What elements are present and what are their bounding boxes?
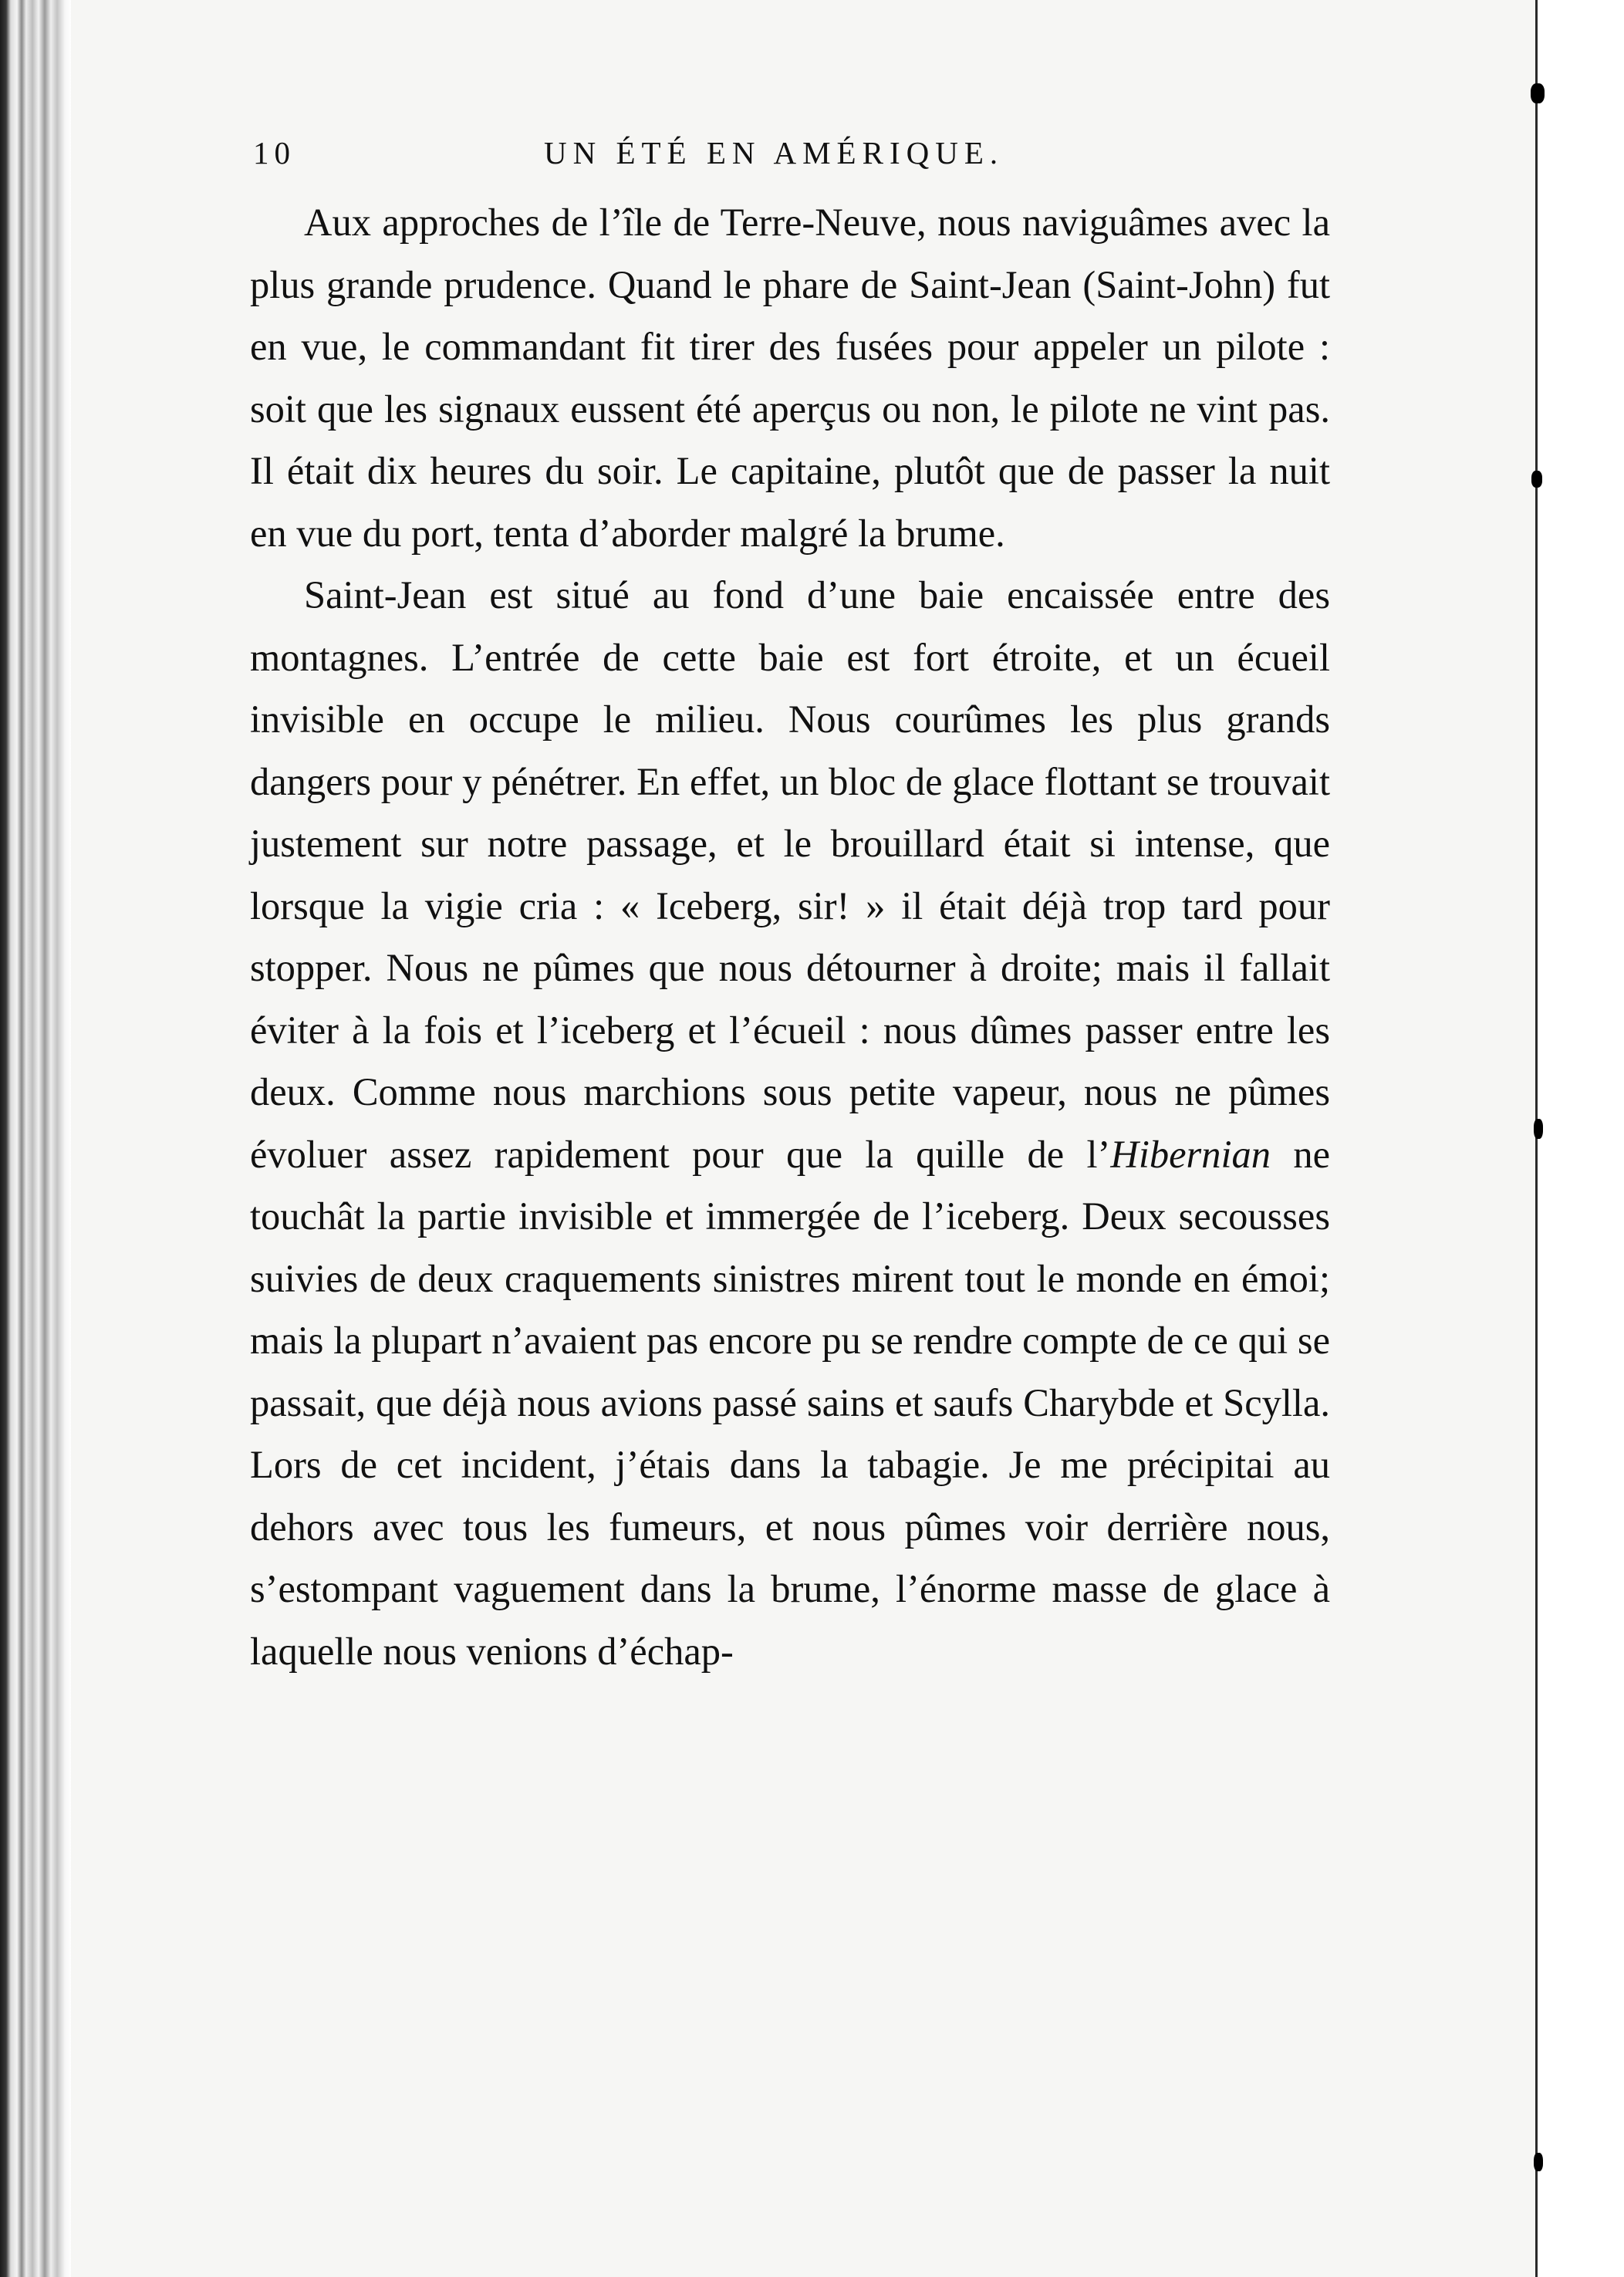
paragraph-text: Aux approches de l’île de Terre-Neuve, nous naviguâmes avec la plus grande prudence. Quand le phare de Saint-Jean (Saint-John) fut en vue, le commandant fit tirer des fusées pour appeler un pilote : soit que les signaux eussent été aperçus ou non, le pilote ne vint pas. Il était dix heures du soir. Le capitaine, plutôt que de passer la nuit en vue du port, tenta d’aborder malgré la brume. [250,201,1330,555]
paragraph-1 [250,191,1330,564]
paragraph-text: Saint-Jean est situé au fond d’une baie encaissée entre des montagnes. L’entrée de cette baie est fort étroite, et un écueil invisible en occupe le milieu. Nous courûmes les plus grands dangers pour y pénétrer. En effet, un bloc de glace flottant se trouvait justement sur notre passage, et le brouillard était si intense, que lorsque la vigie cria : « Iceberg, sir! » il était déjà trop tard pour stopper. Nous ne pûmes que nous détourner à droite; mais il fallait éviter à la fois et l’iceberg et l’écueil : nous dûmes passer entre les deux. Comme nous marchions sous petite vapeur, nous ne pûmes évoluer assez rapidement pour que la quille de l’ [250,573,1330,1176]
book-binding-edge [0,0,71,2277]
running-title: UN ÉTÉ EN AMÉRIQUE. [544,135,1004,171]
paragraph-text: ne touchât la partie invisible et immergée de l’iceberg. Deux secousses suivies de deux craquements sinistres mirent tout le monde en émoi; mais la plupart n’avaient pas encore pu se rendre compte de ce qui se passait, que déjà nous avions passé sains et saufs Charybde et Scylla. Lors de cet incident, j’étais dans la tabagie. Je me précipitai au dehors avec tous les fumeurs, et nous pûmes voir derrière nous, s’estompant vaguement dans la brume, l’énorme masse de glace à laquelle nous venions d’échap- [250,1132,1330,1673]
body-text [250,191,1330,1682]
ship-name-italic: Hibernian [1110,1132,1271,1176]
paragraph-2 [250,564,1330,1682]
page-number: 10 [253,135,295,171]
right-page-edge [1535,0,1624,2277]
edge-mark [1531,83,1545,103]
edge-mark [1534,1119,1543,1139]
page-header [253,134,1341,181]
edge-mark [1534,2153,1543,2171]
edge-mark [1531,471,1542,488]
